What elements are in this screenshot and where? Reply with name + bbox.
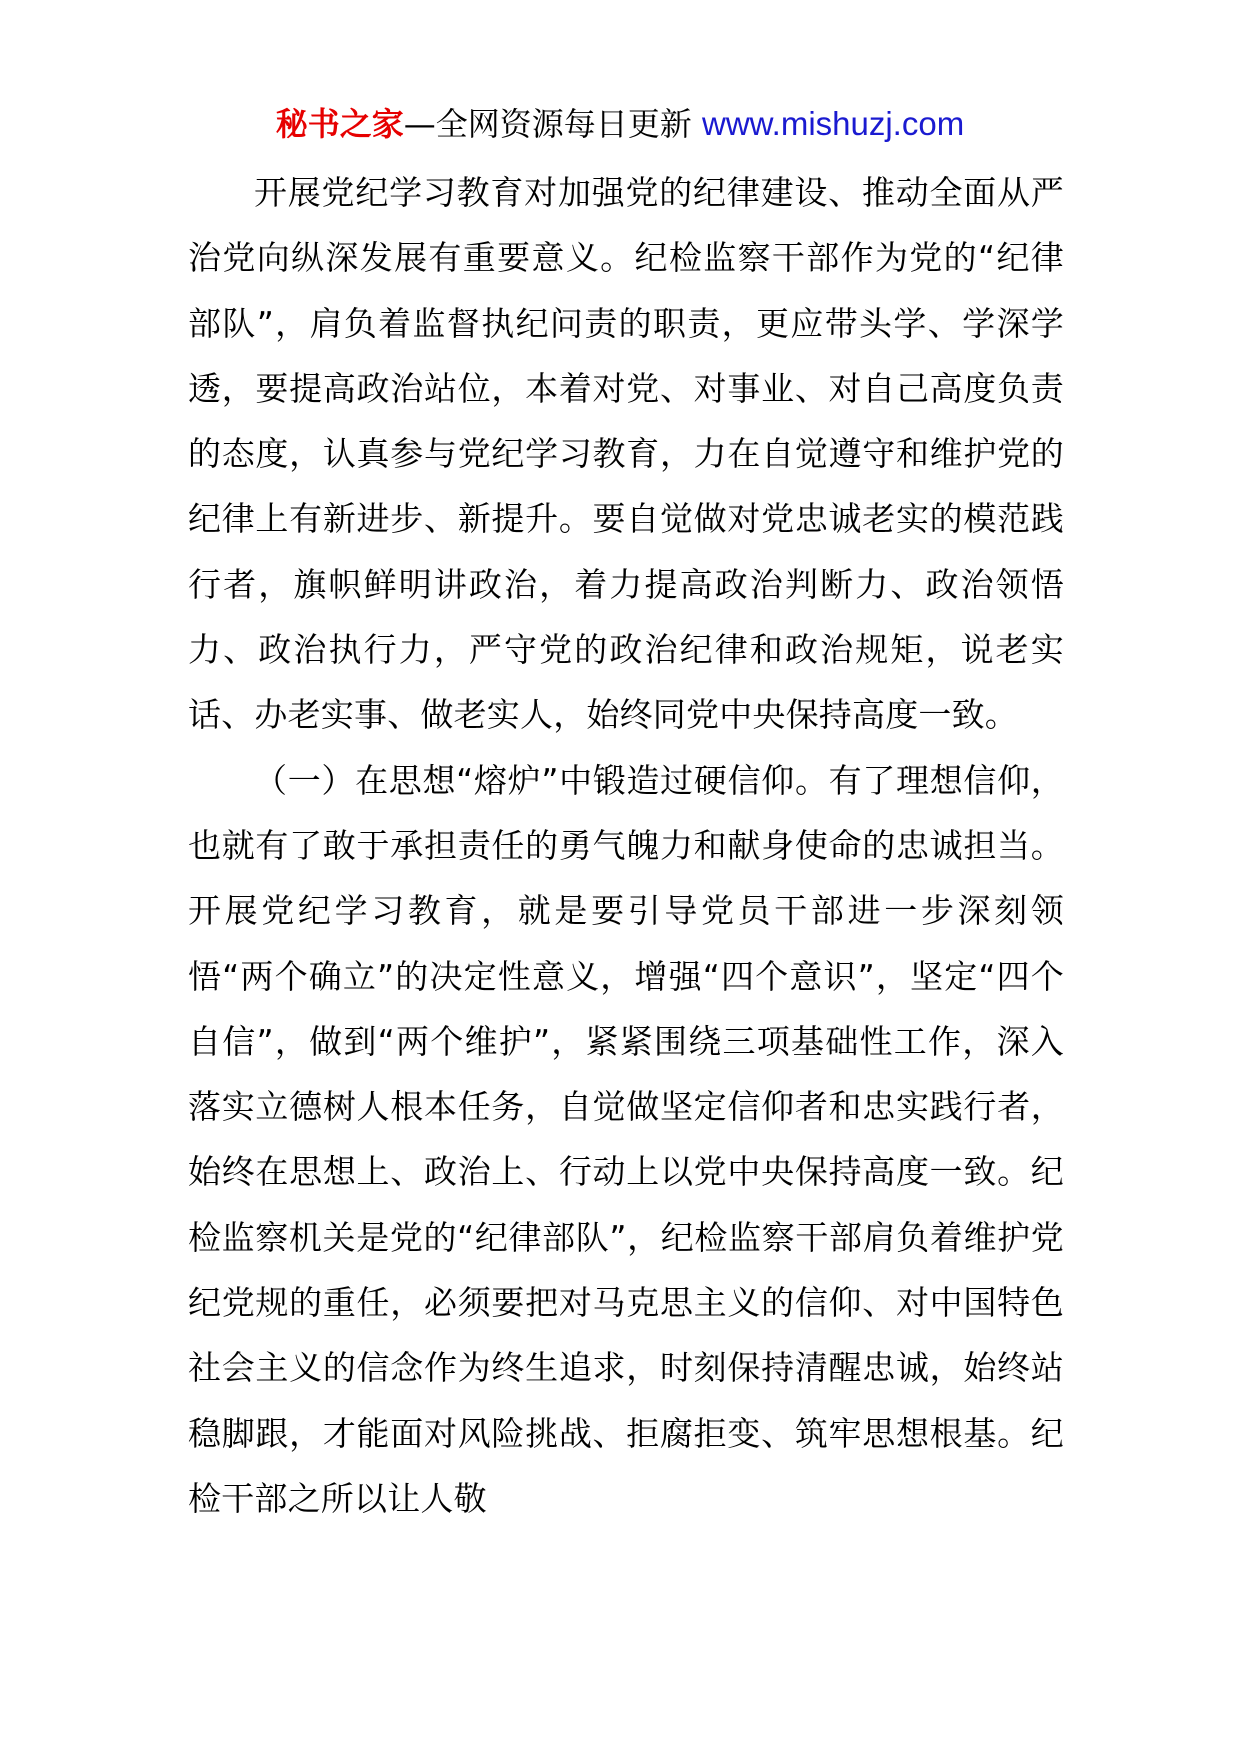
document-header — [0, 100, 1240, 148]
site-url-link[interactable]: www.mishuzj.com — [701, 105, 965, 142]
body-paragraph-section-1: （一）在思想“熔炉”中锻造过硬信仰。有了理想信仰，也就有了敢于承担责任的勇气魄力和献身使命的忠诚担当。开展党纪学习教育，就是要引导党员干部进一步深刻领悟“两个确立”的决定性意义，增强“四个意识”，坚定“四个自信”，做到“两个维护”，紧紧围绕三项基础性工作，深入落实立德树人根本任务，自觉做坚定信仰者和忠实践行者，始终在思想上、政治上、行动上以党中央保持高度一致。纪检监察机关是党的“纪律部队”，纪检监察干部肩负着维护党纪党规的重任，必须要把对马克思主义的信仰、对中国特色社会主义的信念作为终生追求，时刻保持清醒忠诚，始终站稳脚跟，才能面对风险挑战、拒腐拒变、筑牢思想根基。纪检干部之所以让人敬 — [188, 760, 1064, 1518]
site-tagline: —全网资源每日更新 — [403, 105, 692, 143]
body-paragraph-intro: 开展党纪学习教育对加强党的纪律建设、推动全面从严治党向纵深发展有重要意义。纪检监察干部作为党的“纪律部队”，肩负着监督执纪问责的职责，更应带头学、学深学透，要提高政治站位，本着对党、对事业、对自己高度负责的态度，认真参与党纪学习教育，力在自觉遵守和维护党的纪律上有新进步、新提升。要自觉做对党忠诚老实的模范践行者，旗帜鲜明讲政治，着力提高政治判断力、政治领悟力、政治执行力，严守党的政治纪律和政治规矩，说老实话、办老实事、做老实人，始终同党中央保持高度一致。 — [188, 173, 1064, 735]
document-body — [188, 160, 1064, 1531]
site-brand: 秘书之家 — [275, 105, 404, 143]
